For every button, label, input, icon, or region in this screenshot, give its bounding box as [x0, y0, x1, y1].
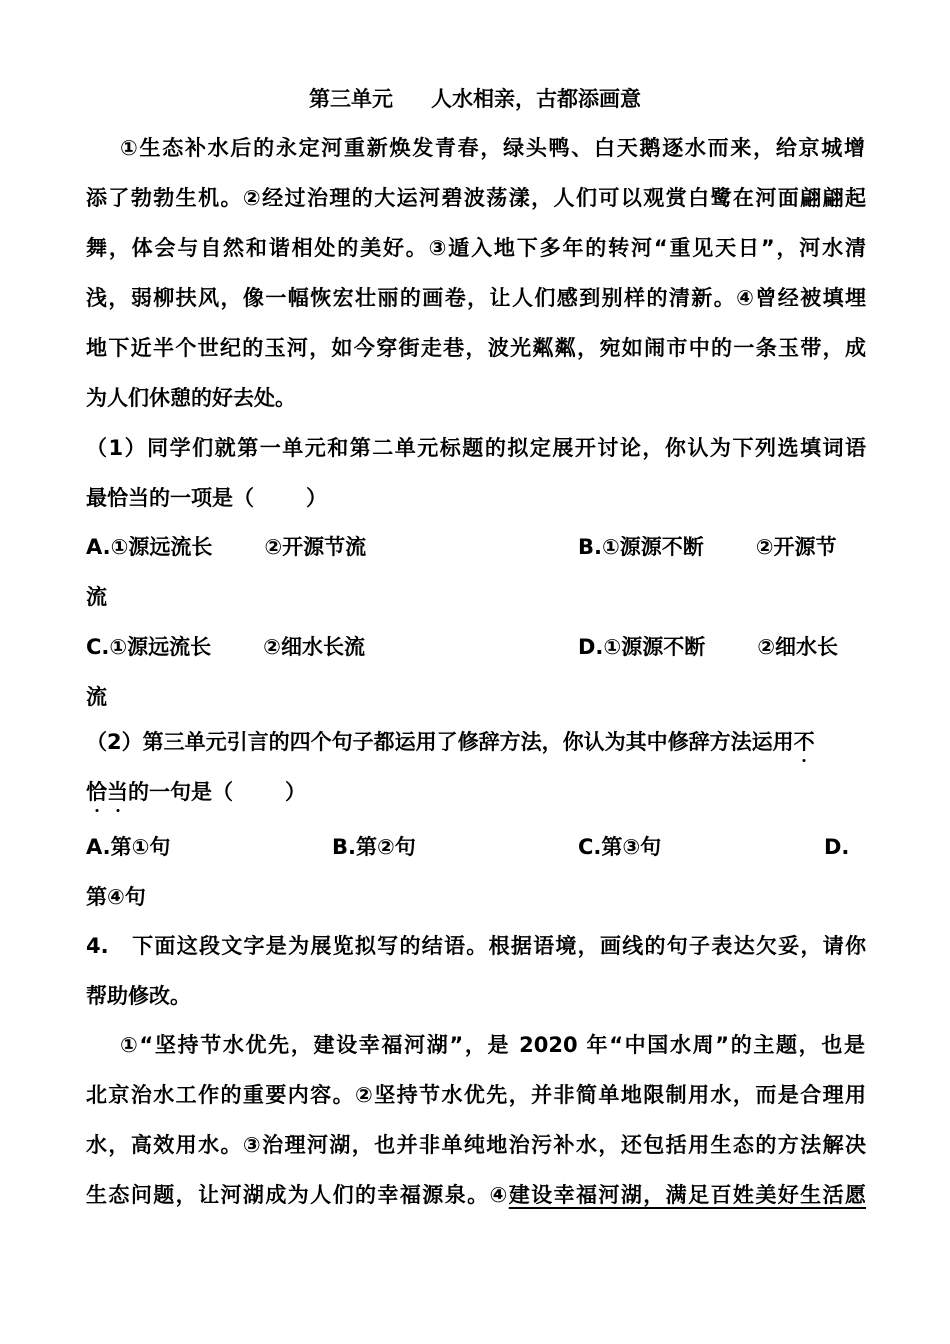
intro-line-2: 添了勃勃生机。②经过治理的大运河碧波荡漾，人们可以观赏白鹭在河面翩翩起 [86, 186, 866, 210]
underlined-sentence: 建设幸福河湖，满足百姓美好生活愿 [508, 1183, 867, 1207]
q1-option-b[interactable]: B.①源源不断 ②开源节 [578, 535, 837, 559]
q1-option-b-tail: 流 [86, 585, 107, 609]
intro-line-3: 舞，体会与自然和谐相处的美好。③遁入地下多年的转河“重见天日”，河水清 [86, 236, 866, 260]
q2-option-d-tail: 第④句 [86, 885, 146, 909]
q1-stem-line-1: （1）同学们就第一单元和第二单元标题的拟定展开讨论，你认为下列选填词语 [86, 436, 866, 460]
q4-para-line-4: 生态问题，让河湖成为人们的幸福源泉。④建设幸福河湖，满足百姓美好生活愿 [86, 1183, 867, 1207]
unit-title-left: 第三单元 [309, 87, 393, 111]
q4-para-line-2: 北京治水工作的重要内容。②坚持节水优先，并非简单地限制用水，而是合理用 [86, 1083, 866, 1107]
q1-option-d-tail: 流 [86, 685, 107, 709]
emphasis-char: 当 [107, 777, 128, 807]
q2-option-c[interactable]: C.第③句 [578, 835, 662, 859]
q4-stem-line-1: 4. 下面这段文字是为展览拟写的结语。根据语境，画线的句子表达欠妥，请你 [86, 934, 866, 958]
emphasis-char: 恰 [86, 777, 107, 807]
intro-line-1: ①生态补水后的永定河重新焕发青春，绿头鸭、白天鹅逐水而来，给京城增 [120, 136, 865, 160]
q2-option-b[interactable]: B.第②句 [332, 835, 416, 859]
q2-stem-line-1: （2）第三单元引言的四个句子都运用了修辞方法，你认为其中修辞方法运用不 [86, 727, 866, 757]
q4-para-line-1: ①“坚持节水优先，建设幸福河湖”，是 2020 年“中国水周”的主题，也是 [120, 1033, 865, 1057]
q1-stem-line-2: 最恰当的一项是（ ） [86, 486, 327, 510]
q1-option-c[interactable]: C.①源远流长 ②细水长流 [86, 635, 365, 659]
q1-option-d[interactable]: D.①源源不断 ②细水长 [578, 635, 838, 659]
emphasis-char: 不 [794, 727, 815, 757]
q2-option-d[interactable]: D. [824, 835, 850, 859]
q2-option-a[interactable]: A.第①句 [86, 835, 171, 859]
q2-stem-line-2: 恰当的一句是（ ） [86, 777, 866, 807]
unit-title-right: 人水相亲，古都添画意 [431, 87, 641, 111]
intro-line-4: 浅，弱柳扶风，像一幅恢宏壮丽的画卷，让人们感到别样的清新。④曾经被填埋 [86, 286, 866, 310]
intro-line-5: 地下近半个世纪的玉河，如今穿街走巷，波光粼粼，宛如闹市中的一条玉带，成 [86, 336, 866, 360]
unit-title [0, 84, 950, 114]
q4-stem-line-2: 帮助修改。 [86, 984, 191, 1008]
q4-para-line-3: 水，高效用水。③治理河湖，也并非单纯地治污补水，还包括用生态的方法解决 [86, 1133, 866, 1157]
intro-line-6: 为人们休憩的好去处。 [86, 386, 296, 410]
q1-option-a[interactable]: A.①源远流长 ②开源节流 [86, 535, 367, 559]
